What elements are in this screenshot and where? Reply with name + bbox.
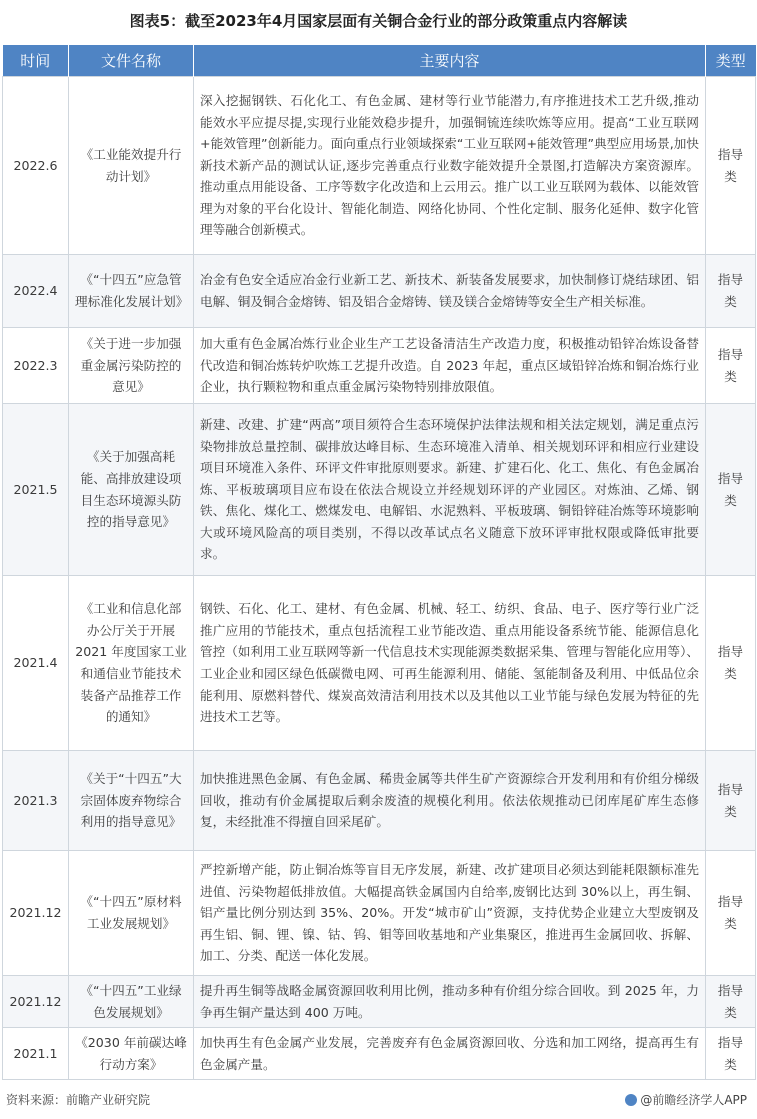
date-cell: 2021.4: [3, 576, 69, 751]
type-cell: 指导类: [706, 576, 756, 751]
table-row: [3, 404, 756, 576]
type-cell: 指导类: [706, 851, 756, 976]
content-cell: 新建、改建、扩建“两高”项目须符合生态环境保护法律法规和相关法定规划，满足重点污染物排放总量控制、碳排放达峰目标、生态环境准入清单、相关规划环评和相应行业建设项目环境准入条件、环评文件审批原则要求。新建、扩建石化、化工、焦化、有色金属冶炼、平板玻璃项目应布设在依法合规设立并经规划环评的产业园区。对炼油、乙烯、钢铁、焦化、煤化工、燃煤发电、电解铝、水泥熟料、平板玻璃、铜铅锌硅冶炼等环境影响大或环境风险高的项目类别，不得以改革试点名义随意下放环评审批权限或降低审批要求。: [194, 404, 706, 576]
table-header-row: [3, 45, 756, 77]
table-row: [3, 328, 756, 404]
column-header-file: 文件名称: [69, 45, 194, 77]
type-cell: 指导类: [706, 1028, 756, 1080]
column-header-date: 时间: [3, 45, 69, 77]
date-cell: 2021.12: [3, 851, 69, 976]
policy-table: [2, 45, 756, 1080]
table-row: [3, 751, 756, 851]
content-cell: 冶金有色安全适应冶金行业新工艺、新技术、新装备发展要求，加快制修订烧结球团、铝电解、铜及铜合金熔铸、铝及铝合金熔铸、镁及镁合金熔铸等安全生产相关标准。: [194, 255, 706, 328]
file-name-cell: 《“十四五”应急管理标准化发展计划》: [69, 255, 194, 328]
file-name-cell: 《关于加强高耗能、高排放建设项目生态环境源头防控的指导意见》: [69, 404, 194, 576]
file-name-cell: 《工业和信息化部办公厅关于开展 2021 年度国家工业和通信业节能技术装备产品推荐工作的通知》: [69, 576, 194, 751]
content-cell: 钢铁、石化、化工、建材、有色金属、机械、轻工、纺织、食品、电子、医疗等行业广泛推广应用的节能技术，重点包括流程工业节能改造、重点用能设备系统节能、能源信息化管控（如利用工业互联网等新一代信息技术实现能源类数据采集、管理与智能化应用等）、工业企业和园区绿色低碳微电网、可再生能源利用、储能、氢能制备及利用、中低品位余能利用、原燃料替代、煤炭高效清洁利用技术以及其他以工业节能与绿色发展为特征的先进技术工艺等。: [194, 576, 706, 751]
content-cell: 严控新增产能，防止铜冶炼等盲目无序发展，新建、改扩建项目必须达到能耗限额标准先进值、污染物超低排放值。大幅提高铁金属国内自给率,废钢比达到 30%以上，再生铜、铝产量比例分别达到 35%、20%。开发“城市矿山”资源，支持优势企业建立大型废钢及再生铝、铜、锂、镍、钴、钨、钼等回收基地和产业集聚区，推进再生金属回收、拆解、加工、分类、配送一体化发展。: [194, 851, 706, 976]
content-cell: 深入挖掘钢铁、石化化工、有色金属、建材等行业节能潜力,有序推进技术工艺升级,推动能效水平应提尽提,实现行业能效稳步提升，加强铜锍连续吹炼等应用。提高“工业互联网+能效管理”创新能力。面向重点行业领域探索“工业互联网+能效管理”典型应用场景,加快新技术新产品的测试认证,逐步完善重点行业数字能效提升全景图,打造解决方案资源库。推动重点用能设备、工序等数字化改造和上云用云。推广以工业互联网为载体、以能效管理为对象的平台化设计、智能化制造、网络化协同、个性化定制、服务化延伸、数字化管理等融合创新模式。: [194, 77, 706, 255]
type-cell: 指导类: [706, 255, 756, 328]
type-cell: 指导类: [706, 328, 756, 404]
file-name-cell: 《“十四五”原材料工业发展规划》: [69, 851, 194, 976]
table-row: [3, 851, 756, 976]
file-name-cell: 《关于进一步加强重金属污染防控的意见》: [69, 328, 194, 404]
brand-credit: [625, 1091, 747, 1108]
column-header-type: 类型: [706, 45, 756, 77]
type-cell: 指导类: [706, 404, 756, 576]
table-row: [3, 255, 756, 328]
table-row: [3, 1028, 756, 1080]
file-name-cell: 《工业能效提升行动计划》: [69, 77, 194, 255]
file-name-cell: 《“十四五”工业绿色发展规划》: [69, 976, 194, 1028]
brand-credit-text: @前瞻经济学人APP: [640, 1093, 747, 1107]
table-row: [3, 576, 756, 751]
source-note: 资料来源：前瞻产业研究院: [6, 1093, 151, 1107]
column-header-content: 主要内容: [194, 45, 706, 77]
type-cell: 指导类: [706, 976, 756, 1028]
content-cell: 加快推进黑色金属、有色金属、稀贵金属等共伴生矿产资源综合开发利用和有价组分梯级回收，推动有价金属提取后剩余废渣的规模化利用。依法依规推动已闭库尾矿库生态修复，未经批准不得擅自回采尾矿。: [194, 751, 706, 851]
content-cell: 提升再生铜等战略金属资源回收利用比例，推动多种有价组分综合回收。到 2025 年，力争再生铜产量达到 400 万吨。: [194, 976, 706, 1028]
table-row: [3, 77, 756, 255]
date-cell: 2022.4: [3, 255, 69, 328]
date-cell: 2022.6: [3, 77, 69, 255]
table-row: [3, 976, 756, 1028]
type-cell: 指导类: [706, 751, 756, 851]
date-cell: 2021.1: [3, 1028, 69, 1080]
content-cell: 加快再生有色金属产业发展，完善废弃有色金属资源回收、分选和加工网络，提高再生有色金属产量。: [194, 1028, 706, 1080]
date-cell: 2022.3: [3, 328, 69, 404]
date-cell: 2021.3: [3, 751, 69, 851]
date-cell: 2021.5: [3, 404, 69, 576]
content-cell: 加大重有色金属冶炼行业企业生产工艺设备清洁生产改造力度，积极推动铅锌冶炼设备替代改造和铜冶炼转炉吹炼工艺提升改造。自 2023 年起，重点区域铅锌冶炼和铜冶炼行业企业，执行颗粒物和重点重金属污染物特别排放限值。: [194, 328, 706, 404]
app-logo-icon: [625, 1094, 637, 1106]
page-title: 图表5：截至2023年4月国家层面有关铜合金行业的部分政策重点内容解读: [129, 12, 628, 30]
file-name-cell: 《关于“十四五”大宗固体废弃物综合利用的指导意见》: [69, 751, 194, 851]
date-cell: 2021.12: [3, 976, 69, 1028]
file-name-cell: 《2030 年前碳达峰行动方案》: [69, 1028, 194, 1080]
type-cell: 指导类: [706, 77, 756, 255]
